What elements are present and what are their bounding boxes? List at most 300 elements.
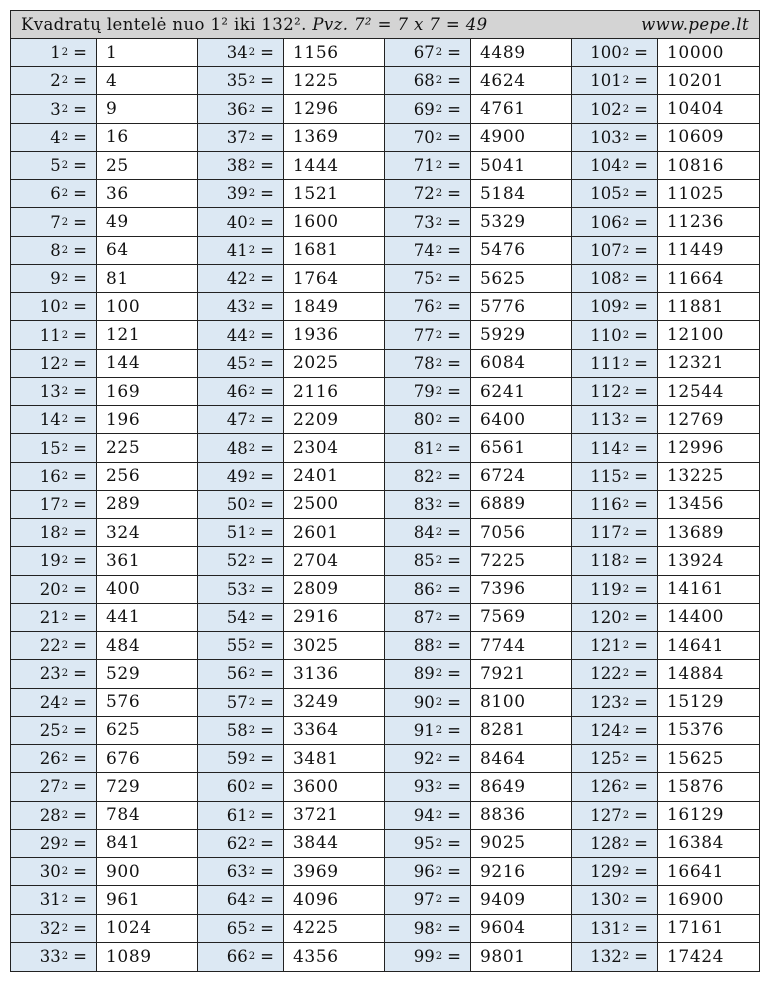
exponent: 2 — [248, 527, 256, 539]
base-number: 80 — [413, 410, 435, 430]
base-cell — [198, 660, 284, 687]
base-cell — [385, 434, 471, 461]
base-cell — [198, 830, 284, 857]
exponent: 2 — [622, 640, 630, 652]
square-value: 8281 — [480, 720, 526, 741]
base-number: 104 — [590, 156, 622, 176]
base-number: 128 — [590, 833, 622, 853]
exponent: 2 — [435, 696, 443, 708]
base-cell — [11, 547, 97, 574]
equals-sign: = — [260, 325, 274, 345]
exponent: 2 — [435, 244, 443, 256]
base-cell — [198, 519, 284, 546]
table-row — [385, 604, 571, 632]
square-value: 5776 — [480, 296, 526, 317]
equals-sign: = — [634, 494, 648, 514]
base-number: 53 — [226, 579, 248, 599]
base-number: 84 — [413, 523, 435, 543]
base-cell — [385, 237, 471, 264]
equals-sign: = — [73, 438, 87, 458]
exponent: 2 — [248, 583, 256, 595]
base-cell — [198, 463, 284, 490]
base-number: 91 — [413, 720, 435, 740]
base-number: 99 — [413, 947, 435, 967]
square-value: 1296 — [293, 99, 339, 120]
equals-sign: = — [260, 99, 274, 119]
square-value: 3249 — [293, 692, 339, 713]
equals-sign: = — [634, 212, 648, 232]
base-cell — [198, 237, 284, 264]
table-column — [385, 39, 572, 971]
equals-sign: = — [73, 720, 87, 740]
base-number: 119 — [590, 579, 622, 599]
exponent: 2 — [61, 386, 69, 398]
table-row — [385, 293, 571, 321]
exponent: 2 — [435, 640, 443, 652]
base-number: 62 — [226, 833, 248, 853]
exponent: 2 — [248, 442, 256, 454]
exponent: 2 — [61, 781, 69, 793]
exponent: 2 — [622, 866, 630, 878]
base-number: 79 — [413, 382, 435, 402]
base-number: 95 — [413, 833, 435, 853]
exponent: 2 — [248, 837, 256, 849]
exponent: 2 — [435, 555, 443, 567]
equals-sign: = — [634, 692, 648, 712]
base-number: 131 — [590, 918, 622, 938]
square-value: 2916 — [293, 607, 339, 628]
base-cell — [11, 576, 97, 603]
square-value: 625 — [106, 720, 141, 741]
base-number: 43 — [226, 297, 248, 317]
base-number: 39 — [226, 184, 248, 204]
table-row — [11, 519, 197, 547]
base-cell — [198, 321, 284, 348]
table-row — [198, 95, 384, 123]
base-cell — [572, 434, 658, 461]
table-row — [385, 745, 571, 773]
base-number: 83 — [413, 494, 435, 514]
table-row — [11, 717, 197, 745]
squares-table-page — [10, 10, 760, 972]
base-number: 127 — [590, 805, 622, 825]
exponent: 2 — [61, 414, 69, 426]
square-value: 225 — [106, 438, 141, 458]
exponent: 2 — [61, 47, 69, 59]
exponent: 2 — [435, 47, 443, 59]
table-row — [385, 39, 571, 67]
table-row — [572, 67, 759, 95]
equals-sign: = — [634, 184, 648, 204]
base-number: 96 — [413, 862, 435, 882]
exponent: 2 — [622, 611, 630, 623]
exponent: 2 — [248, 47, 256, 59]
exponent: 2 — [622, 724, 630, 736]
table-row — [198, 237, 384, 265]
base-number: 94 — [413, 805, 435, 825]
square-value: 441 — [106, 607, 141, 628]
square-value: 4096 — [293, 889, 339, 910]
exponent: 2 — [622, 442, 630, 454]
base-cell — [572, 745, 658, 772]
equals-sign: = — [634, 749, 648, 769]
square-value: 1 — [106, 42, 118, 63]
square-value: 1849 — [293, 296, 339, 317]
square-value: 5329 — [480, 212, 526, 233]
exponent: 2 — [248, 951, 256, 963]
equals-sign: = — [260, 410, 274, 430]
equals-sign: = — [73, 777, 87, 797]
table-row — [572, 858, 759, 886]
table-row — [198, 39, 384, 67]
exponent: 2 — [248, 329, 256, 341]
base-cell — [572, 773, 658, 800]
base-number: 31 — [39, 890, 61, 910]
equals-sign: = — [260, 353, 274, 373]
base-number: 120 — [590, 607, 622, 627]
table-row — [198, 265, 384, 293]
square-value: 289 — [106, 494, 141, 515]
base-number: 67 — [413, 43, 435, 63]
equals-sign: = — [447, 636, 461, 656]
exponent: 2 — [622, 498, 630, 510]
base-number: 109 — [590, 297, 622, 317]
base-cell — [11, 943, 97, 971]
table-row — [11, 915, 197, 943]
square-value: 64 — [106, 240, 129, 261]
base-cell — [198, 406, 284, 433]
base-number: 56 — [226, 664, 248, 684]
square-value: 6084 — [480, 353, 526, 374]
equals-sign: = — [447, 947, 461, 967]
base-number: 6 — [50, 184, 61, 204]
base-number: 125 — [590, 749, 622, 769]
table-row — [198, 152, 384, 180]
equals-sign: = — [260, 494, 274, 514]
table-row — [198, 406, 384, 434]
square-value: 13924 — [667, 550, 725, 571]
base-cell — [385, 886, 471, 913]
equals-sign: = — [260, 607, 274, 627]
exponent: 2 — [435, 160, 443, 172]
base-cell — [198, 378, 284, 405]
equals-sign: = — [634, 382, 648, 402]
table-row — [572, 208, 759, 236]
base-cell — [572, 321, 658, 348]
equals-sign: = — [73, 918, 87, 938]
exponent: 2 — [435, 329, 443, 341]
table-row — [572, 943, 759, 971]
exponent: 2 — [248, 753, 256, 765]
base-cell — [198, 434, 284, 461]
base-cell — [198, 124, 284, 151]
base-cell — [11, 773, 97, 800]
base-number: 107 — [590, 240, 622, 260]
exponent: 2 — [622, 696, 630, 708]
exponent: 2 — [435, 866, 443, 878]
square-value: 1024 — [106, 918, 152, 939]
square-value: 1444 — [293, 155, 339, 176]
base-number: 28 — [39, 805, 61, 825]
equals-sign: = — [73, 579, 87, 599]
equals-sign: = — [634, 551, 648, 571]
base-cell — [572, 237, 658, 264]
equals-sign: = — [260, 523, 274, 543]
base-cell — [572, 632, 658, 659]
base-number: 32 — [39, 918, 61, 938]
equals-sign: = — [447, 777, 461, 797]
exponent: 2 — [61, 131, 69, 143]
square-value: 12321 — [667, 353, 725, 374]
table-row — [11, 95, 197, 123]
exponent: 2 — [622, 414, 630, 426]
table-row — [198, 745, 384, 773]
base-cell — [572, 802, 658, 829]
base-cell — [572, 943, 658, 971]
base-cell — [572, 660, 658, 687]
base-number: 10 — [39, 297, 61, 317]
equals-sign: = — [73, 862, 87, 882]
square-value: 5041 — [480, 155, 526, 176]
base-number: 123 — [590, 692, 622, 712]
table-row — [198, 858, 384, 886]
table-row — [198, 547, 384, 575]
table-row — [572, 39, 759, 67]
square-value: 6889 — [480, 494, 526, 515]
exponent: 2 — [248, 244, 256, 256]
square-value: 14400 — [667, 607, 725, 628]
square-value: 12544 — [667, 381, 725, 402]
equals-sign: = — [73, 466, 87, 486]
equals-sign: = — [260, 918, 274, 938]
table-row — [11, 39, 197, 67]
base-number: 64 — [226, 890, 248, 910]
table-row — [11, 689, 197, 717]
base-number: 86 — [413, 579, 435, 599]
base-number: 90 — [413, 692, 435, 712]
table-row — [11, 463, 197, 491]
table-row — [572, 886, 759, 914]
base-number: 65 — [226, 918, 248, 938]
base-number: 108 — [590, 269, 622, 289]
square-value: 121 — [106, 325, 141, 346]
equals-sign: = — [634, 325, 648, 345]
base-cell — [11, 519, 97, 546]
base-cell — [572, 95, 658, 122]
square-value: 169 — [106, 381, 141, 402]
base-cell — [572, 604, 658, 631]
table-row — [572, 604, 759, 632]
square-value: 3364 — [293, 720, 339, 741]
square-value: 7921 — [480, 663, 526, 684]
equals-sign: = — [634, 523, 648, 543]
equals-sign: = — [260, 438, 274, 458]
base-cell — [198, 802, 284, 829]
table-row — [11, 745, 197, 773]
table-row — [198, 689, 384, 717]
exponent: 2 — [622, 668, 630, 680]
table-row — [198, 124, 384, 152]
exponent: 2 — [61, 216, 69, 228]
base-cell — [198, 773, 284, 800]
base-cell — [198, 293, 284, 320]
example-text: Pvz. 7² = 7 x 7 = 49 — [312, 15, 488, 34]
equals-sign: = — [260, 777, 274, 797]
exponent: 2 — [622, 781, 630, 793]
base-cell — [11, 886, 97, 913]
equals-sign: = — [73, 523, 87, 543]
base-number: 5 — [50, 156, 61, 176]
exponent: 2 — [61, 753, 69, 765]
square-value: 36 — [106, 183, 129, 204]
square-value: 15376 — [667, 720, 725, 741]
exponent: 2 — [61, 160, 69, 172]
square-value: 8836 — [480, 805, 526, 826]
base-cell — [385, 491, 471, 518]
square-value: 324 — [106, 522, 141, 543]
base-cell — [11, 802, 97, 829]
base-cell — [385, 717, 471, 744]
equals-sign: = — [634, 890, 648, 910]
exponent: 2 — [248, 640, 256, 652]
table-row — [385, 576, 571, 604]
base-cell — [385, 773, 471, 800]
base-cell — [11, 406, 97, 433]
square-value: 4 — [106, 70, 118, 91]
equals-sign: = — [447, 212, 461, 232]
base-number: 132 — [590, 947, 622, 967]
table-row — [385, 124, 571, 152]
base-cell — [385, 321, 471, 348]
square-value: 5625 — [480, 268, 526, 289]
square-value: 144 — [106, 353, 141, 374]
equals-sign: = — [447, 184, 461, 204]
square-value: 361 — [106, 550, 141, 571]
square-value: 784 — [106, 805, 141, 826]
base-number: 27 — [39, 777, 61, 797]
base-cell — [572, 576, 658, 603]
exponent: 2 — [61, 866, 69, 878]
exponent: 2 — [435, 724, 443, 736]
square-value: 3600 — [293, 776, 339, 797]
base-cell — [198, 576, 284, 603]
base-number: 42 — [226, 269, 248, 289]
table-row — [198, 180, 384, 208]
table-row — [572, 915, 759, 943]
base-cell — [11, 180, 97, 207]
table-row — [11, 547, 197, 575]
base-cell — [572, 915, 658, 942]
exponent: 2 — [61, 103, 69, 115]
exponent: 2 — [61, 188, 69, 200]
base-number: 101 — [590, 71, 622, 91]
base-number: 97 — [413, 890, 435, 910]
base-number: 47 — [226, 410, 248, 430]
equals-sign: = — [447, 833, 461, 853]
equals-sign: = — [260, 156, 274, 176]
base-number: 77 — [413, 325, 435, 345]
table-row — [11, 491, 197, 519]
equals-sign: = — [634, 862, 648, 882]
equals-sign: = — [634, 947, 648, 967]
base-cell — [385, 152, 471, 179]
exponent: 2 — [61, 837, 69, 849]
base-number: 115 — [590, 466, 622, 486]
equals-sign: = — [73, 494, 87, 514]
base-cell — [572, 547, 658, 574]
base-number: 38 — [226, 156, 248, 176]
base-number: 40 — [226, 212, 248, 232]
base-number: 11 — [39, 325, 61, 345]
table-row — [11, 632, 197, 660]
base-number: 22 — [39, 636, 61, 656]
base-cell — [11, 915, 97, 942]
base-cell — [385, 463, 471, 490]
equals-sign: = — [73, 325, 87, 345]
exponent: 2 — [248, 894, 256, 906]
exponent: 2 — [622, 103, 630, 115]
equals-sign: = — [260, 664, 274, 684]
base-number: 68 — [413, 71, 435, 91]
base-cell — [198, 180, 284, 207]
base-number: 66 — [226, 947, 248, 967]
base-number: 103 — [590, 127, 622, 147]
base-cell — [385, 67, 471, 94]
equals-sign: = — [447, 692, 461, 712]
base-cell — [198, 632, 284, 659]
square-value: 12996 — [667, 438, 725, 458]
table-row — [198, 660, 384, 688]
equals-sign: = — [73, 890, 87, 910]
table-row — [11, 576, 197, 604]
table-row — [385, 434, 571, 462]
equals-sign: = — [260, 382, 274, 402]
table-row — [572, 237, 759, 265]
base-number: 112 — [590, 382, 622, 402]
base-cell — [11, 350, 97, 377]
base-cell — [198, 39, 284, 66]
base-number: 69 — [413, 99, 435, 119]
table-row — [572, 406, 759, 434]
square-value: 8100 — [480, 692, 526, 713]
table-row — [198, 463, 384, 491]
table-row — [198, 632, 384, 660]
equals-sign: = — [73, 99, 87, 119]
base-number: 41 — [226, 240, 248, 260]
exponent: 2 — [622, 555, 630, 567]
base-number: 121 — [590, 636, 622, 656]
base-number: 1 — [50, 43, 61, 63]
base-number: 29 — [39, 833, 61, 853]
base-number: 9 — [50, 269, 61, 289]
equals-sign: = — [634, 99, 648, 119]
exponent: 2 — [61, 696, 69, 708]
exponent: 2 — [622, 922, 630, 934]
equals-sign: = — [634, 805, 648, 825]
table-row — [198, 491, 384, 519]
square-value: 14161 — [667, 579, 725, 600]
equals-sign: = — [73, 551, 87, 571]
table-row — [385, 689, 571, 717]
equals-sign: = — [260, 127, 274, 147]
square-value: 8649 — [480, 776, 526, 797]
exponent: 2 — [622, 753, 630, 765]
square-value: 9604 — [480, 918, 526, 939]
base-number: 23 — [39, 664, 61, 684]
exponent: 2 — [248, 131, 256, 143]
equals-sign: = — [447, 720, 461, 740]
table-row — [572, 773, 759, 801]
